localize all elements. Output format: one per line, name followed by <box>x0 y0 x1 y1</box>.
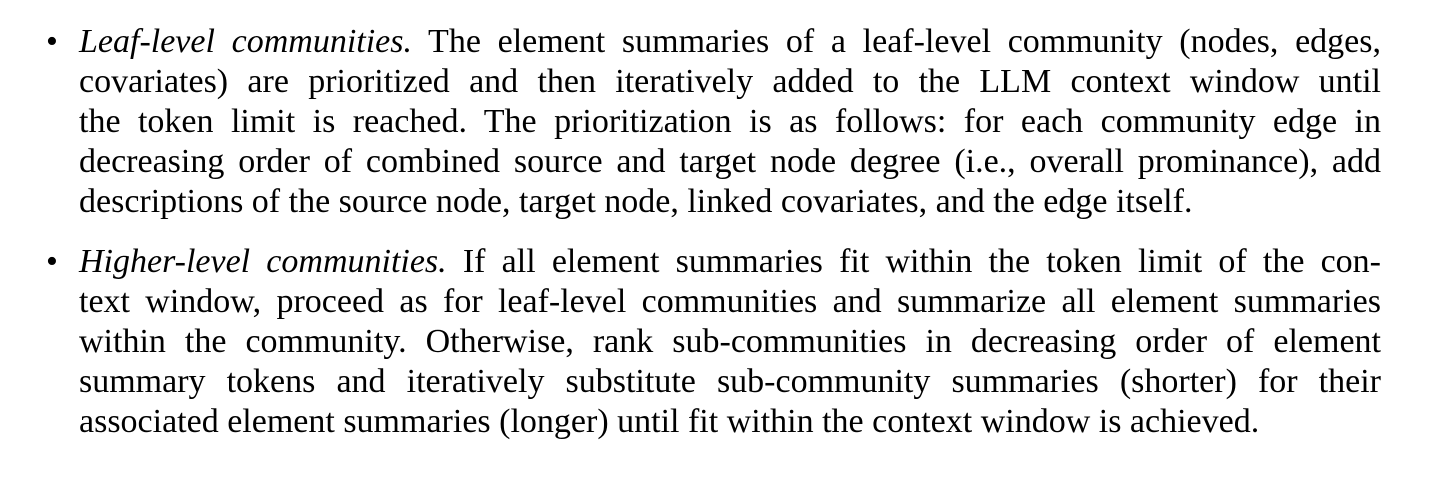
paragraph-line <box>79 242 1381 282</box>
bullet-term: Leaf-level communities. <box>79 23 412 60</box>
bullet-list <box>0 22 1381 462</box>
paragraph-line: summary tokens and iteratively substitute sub-community summaries (shorter) for their <box>79 363 1381 400</box>
paragraph-line: decreasing order of combined source and target node degree (i.e., overall prominance), add <box>79 143 1381 180</box>
line-text: The element summaries of a leaf-level community (nodes, edges, <box>411 23 1381 60</box>
paragraph-line <box>79 22 1381 62</box>
paragraph-line: the token limit is reached. The prioritization is as follows: for each community edge in <box>79 103 1381 140</box>
bullet-item-leaf-level <box>0 22 1381 222</box>
paragraph-line: associated element summaries (longer) until fit within the context window is achieved. <box>79 403 1260 440</box>
paragraph-line: within the community. Otherwise, rank sub-communities in decreasing order of element <box>79 323 1381 360</box>
bullet-term: Higher-level communities. <box>79 243 447 280</box>
line-text: If all element summaries fit within the token limit of the con- <box>446 243 1381 280</box>
bullet-item-higher-level <box>0 242 1381 442</box>
bullet-dot-icon: • <box>46 23 58 60</box>
paragraph-line: text window, proceed as for leaf-level communities and summarize all element summaries <box>79 283 1381 320</box>
paragraph-line: descriptions of the source node, target node, linked covariates, and the edge itself. <box>79 183 1193 220</box>
paragraph-line: covariates) are prioritized and then iteratively added to the LLM context window until <box>79 63 1381 100</box>
bullet-dot-icon: • <box>46 243 58 280</box>
